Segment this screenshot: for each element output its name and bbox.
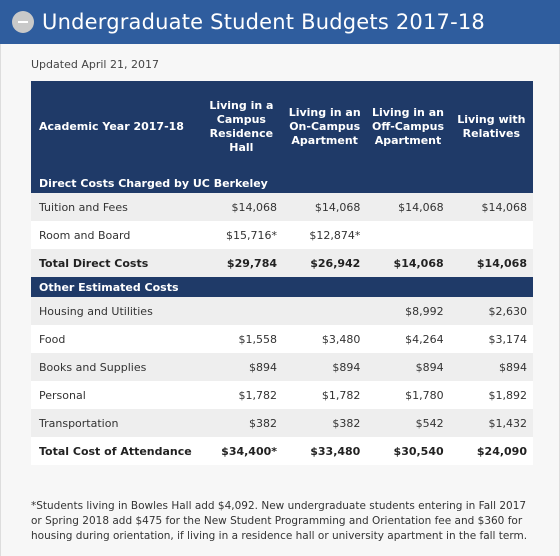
cell-value: $33,480 (283, 437, 366, 465)
cell-value (200, 297, 283, 325)
cell-value: $1,432 (450, 409, 533, 437)
row-label: Room and Board (31, 221, 200, 249)
column-header-on-campus-apartment: Living in an On-Campus Apartment (283, 81, 366, 173)
cell-value: $1,782 (200, 381, 283, 409)
cell-value: $14,068 (450, 249, 533, 277)
page-header (0, 0, 560, 44)
cell-value: $894 (366, 353, 449, 381)
updated-date: Updated April 21, 2017 (31, 58, 159, 71)
cell-value: $1,782 (283, 381, 366, 409)
cell-value: $382 (200, 409, 283, 437)
row-label: Tuition and Fees (31, 193, 200, 221)
cell-value: $1,780 (366, 381, 449, 409)
footnote: *Students living in Bowles Hall add $4,092. New undergraduate students entering in Fall 2017 or Spring 2018 add $475 for the New Student Programming and Orientation fee and $360 for housing during orientation, if living in a residence hall or university apartment in the fall term. (31, 500, 528, 542)
row-label: Total Direct Costs (31, 249, 200, 277)
cell-value: $14,068 (366, 249, 449, 277)
cell-value: $14,068 (200, 193, 283, 221)
cell-value: $14,068 (283, 193, 366, 221)
section-header-row (31, 173, 533, 193)
cell-value: $3,480 (283, 325, 366, 353)
cell-value: $29,784 (200, 249, 283, 277)
cell-value: $542 (366, 409, 449, 437)
table-row (31, 381, 533, 409)
cell-value: $894 (283, 353, 366, 381)
row-header: Academic Year 2017-18 (31, 81, 200, 173)
cell-value: $15,716* (200, 221, 283, 249)
column-header-residence-hall: Living in a Campus Residence Hall (200, 81, 283, 173)
row-label: Food (31, 325, 200, 353)
cell-value: $26,942 (283, 249, 366, 277)
section-header-row (31, 277, 533, 297)
cell-value: $24,090 (450, 437, 533, 465)
table-row (31, 193, 533, 221)
row-label: Housing and Utilities (31, 297, 200, 325)
cell-value: $30,540 (366, 437, 449, 465)
table-header-row (31, 81, 533, 173)
row-label: Total Cost of Attendance (31, 437, 200, 465)
budget-table (31, 81, 533, 465)
cell-value: $12,874* (283, 221, 366, 249)
cell-value: $34,400* (200, 437, 283, 465)
cell-value: $382 (283, 409, 366, 437)
table-row (31, 353, 533, 381)
row-label: Books and Supplies (31, 353, 200, 381)
table-row (31, 221, 533, 249)
total-row (31, 437, 533, 465)
cell-value: $14,068 (366, 193, 449, 221)
page-title: Undergraduate Student Budgets 2017-18 (42, 10, 485, 34)
row-label: Personal (31, 381, 200, 409)
cell-value: $2,630 (450, 297, 533, 325)
content-panel (0, 44, 560, 556)
table-row (31, 409, 533, 437)
column-header-off-campus-apartment: Living in an Off-Campus Apartment (366, 81, 449, 173)
table-row (31, 325, 533, 353)
cell-value: $894 (200, 353, 283, 381)
cell-value: $3,174 (450, 325, 533, 353)
row-label: Transportation (31, 409, 200, 437)
cell-value: $1,892 (450, 381, 533, 409)
cell-value (283, 297, 366, 325)
table-row (31, 297, 533, 325)
cell-value (366, 221, 449, 249)
cell-value: $4,264 (366, 325, 449, 353)
section-title: Direct Costs Charged by UC Berkeley (31, 173, 533, 193)
cell-value: $894 (450, 353, 533, 381)
cell-value: $1,558 (200, 325, 283, 353)
minus-icon[interactable] (12, 11, 34, 33)
section-title: Other Estimated Costs (31, 277, 533, 297)
cell-value: $14,068 (450, 193, 533, 221)
cell-value: $8,992 (366, 297, 449, 325)
column-header-with-relatives: Living with Relatives (450, 81, 533, 173)
cell-value (450, 221, 533, 249)
total-row (31, 249, 533, 277)
